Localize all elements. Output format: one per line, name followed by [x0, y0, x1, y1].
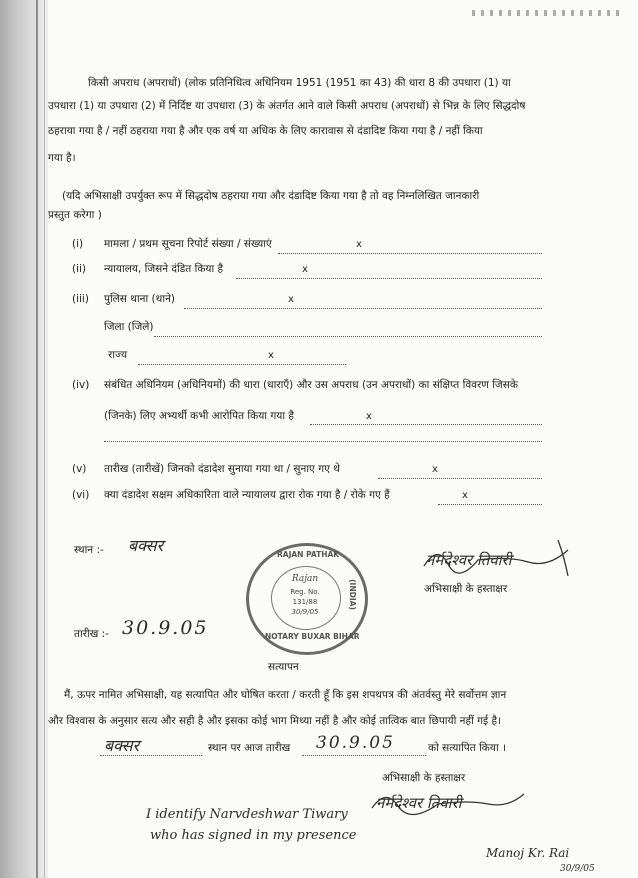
intro-line-1: किसी अपराध (अपराधों) (लोक प्रतिनिधित्व अधिनियम 1951 (1951 का 43) की धारा 8 की उपधारा (1) या	[88, 77, 511, 89]
seal-ring-side: (INDIA)	[347, 579, 357, 610]
seal-ring-top: RAJAN PATHAK	[277, 550, 340, 559]
item-vi-number: (vi)	[72, 489, 90, 501]
verification-mid-text: स्थान पर आज तारीख	[208, 742, 291, 754]
verification-place-value: बक्सर	[104, 736, 140, 755]
seal-inner-name: Rajan	[291, 574, 319, 584]
scan-noise	[472, 10, 622, 16]
item-iii-state-blank	[138, 364, 346, 365]
verification-end-text: को सत्यापित किया ।	[428, 742, 506, 754]
item-iv-line-1: संबंधित अधिनियम (अधिनियमों) की धारा (धाराएँ) और उस अपराध (उन अपराधों) का संक्षिप्त विवरण जिसके	[104, 379, 518, 391]
condition-line-1: (यदि अभिसाक्षी उपर्युक्त रूप में सिद्धदोष ठहराया गया और दंडादिष्ट किया गया है तो वह निम्नलिखित जानकारी	[62, 190, 480, 202]
item-i-mark: x	[356, 239, 362, 250]
item-i-label: मामला / प्रथम सूचना रिपोर्ट संख्या / संख्याएं	[104, 238, 272, 250]
item-v-blank	[378, 478, 542, 479]
item-iv-line-2: (जिनके) लिए अभ्यर्थी कभी आरोपित किया गया है	[104, 410, 294, 422]
intro-line-2: उपधारा (1) या उपधारा (2) में निर्दिष्ट या उपधारा (3) के अंतर्गत आने वाले किसी अपराध (अपराधों) से भिन्न के लिए सिद्धदोष	[48, 100, 526, 112]
item-ii-number: (ii)	[72, 263, 87, 275]
place-value: बक्सर	[128, 536, 164, 555]
item-iii-state-label: राज्य	[108, 349, 128, 361]
condition-line-2: प्रस्तुत करेगा )	[48, 209, 102, 221]
item-iii-district-blank	[154, 336, 542, 337]
item-v-label: तारीख (तारीखें) जिनको दंडादेश सुनाया गया था / सुनाए गए थे	[104, 463, 340, 475]
item-iii-police-mark: x	[288, 294, 294, 305]
verification-date-blank	[302, 755, 426, 756]
item-iii-number: (iii)	[72, 293, 89, 305]
item-v-mark: x	[432, 464, 438, 475]
verification-title: सत्यापन	[268, 661, 299, 673]
item-ii-mark: x	[302, 264, 308, 275]
verification-date-value: 30.9.05	[316, 733, 395, 753]
item-vi-mark: x	[462, 490, 468, 501]
item-iv-blank	[310, 424, 542, 425]
seal-inner-reg: Reg. No.	[290, 588, 320, 596]
identify-date: 30/9/05	[560, 864, 595, 874]
footer-signature-stroke	[368, 784, 528, 818]
scan-left-edge	[0, 0, 48, 878]
item-ii-blank	[236, 278, 542, 279]
item-iii-state-mark: x	[268, 350, 274, 361]
date-value: 30.9.05	[122, 617, 209, 639]
item-iv-mark: x	[366, 411, 372, 422]
fold-line-secondary	[44, 0, 45, 878]
notary-seal	[246, 543, 368, 655]
item-i-blank	[278, 253, 542, 254]
intro-line-4: गया है।	[48, 152, 76, 164]
seal-inner-date: 30/9/05	[291, 608, 319, 616]
item-iii-district-label: जिला (जिले)	[104, 321, 154, 333]
item-v-number: (v)	[72, 463, 87, 475]
item-iii-police-blank	[184, 308, 542, 309]
item-i-number: (i)	[72, 238, 84, 250]
identify-line-1: I identify Narvdeshwar Tiwary	[146, 807, 348, 822]
verification-line-2: और विश्वास के अनुसार सत्य और सही है और इसका कोई भाग मिथ्या नहीं है और कोई तात्विक बात छिपायी नहीं गई है।	[48, 715, 502, 727]
deponent-signature: नर्मदेश्वर तिवारी	[426, 551, 512, 569]
verification-line-1: मैं, ऊपर नामित अभिसाक्षी, यह सत्यापित और घोषित करता / करती हूँ कि इस शपथपत्र की अंतर्वस्तु मेरे सर्वोत्तम ज्ञान	[64, 689, 507, 701]
item-vi-blank	[438, 504, 542, 505]
deponent-signature-stroke	[418, 536, 578, 582]
item-iii-police-label: पुलिस थाना (थाने)	[104, 293, 176, 305]
item-ii-label: न्यायालय, जिसने दंडित किया है	[104, 263, 224, 275]
date-label: तारीख :-	[74, 628, 109, 640]
intro-line-3: ठहराया गया है / नहीं ठहराया गया है और एक वर्ष या अधिक के लिए कारावास से दंडादिष्ट किया गया है / नहीं किया	[48, 125, 483, 137]
fold-line	[36, 0, 38, 878]
place-label: स्थान :-	[74, 544, 104, 556]
item-vi-label: क्या दंडादेश सक्षम अधिकारिता वाले न्यायालय द्वारा रोक गया है / रोके गए हैं	[104, 489, 390, 501]
footer-signature-caption: अभिसाक्षी के हस्ताक्षर	[382, 772, 466, 784]
identify-line-2: who has signed in my presence	[150, 828, 357, 843]
seal-inner-no: 131/88	[292, 598, 318, 606]
item-iv-number: (iv)	[72, 379, 90, 391]
footer-signature: नर्मदेश्वर तिवारी	[376, 794, 462, 812]
identify-signature: Manoj Kr. Rai	[486, 846, 570, 860]
seal-ring-bottom: NOTARY BUXAR BIHAR	[265, 632, 360, 641]
item-iv-blank-2	[104, 441, 542, 442]
signature-caption: अभिसाक्षी के हस्ताक्षर	[424, 583, 508, 595]
